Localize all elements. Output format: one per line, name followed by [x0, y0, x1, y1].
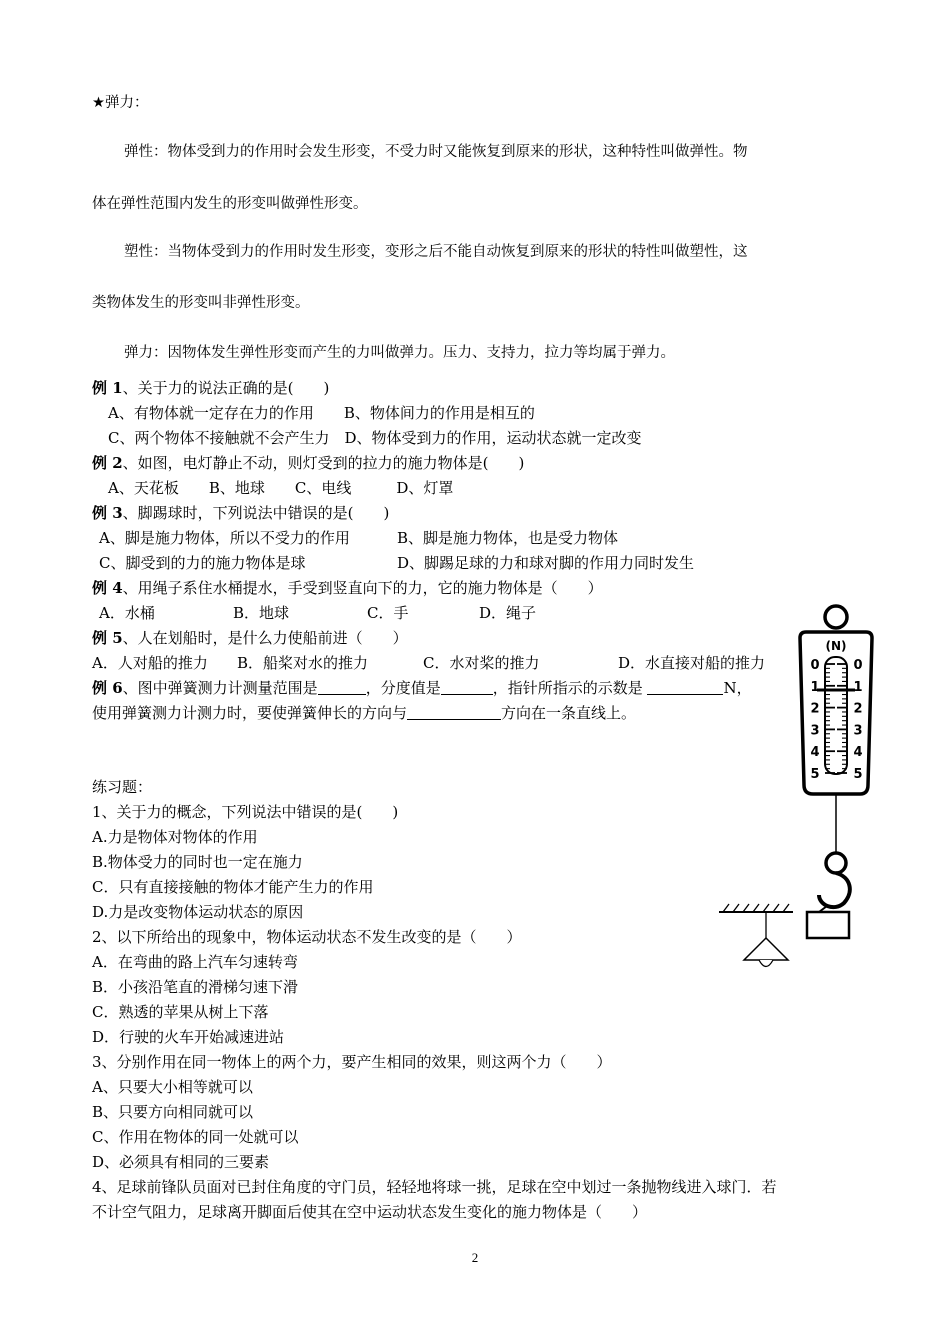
scale-number-left: 2	[810, 701, 820, 717]
question-3-option-a: A、只要大小相等就可以	[92, 1078, 253, 1096]
lamp-shade	[744, 938, 788, 960]
example-1-options-row1: A、有物体就一定存在力的作用 B、物体间力的作用是相互的	[108, 404, 535, 422]
top-ring	[825, 606, 847, 628]
example-1-stem	[92, 378, 329, 398]
question-1-stem: 1、关于力的概念，下列说法中错误的是( )	[92, 803, 399, 821]
question-2-stem: 2、以下所给出的现象中，物体运动状态不发生改变的是（ ）	[92, 928, 522, 946]
hook	[819, 873, 850, 907]
example-text: ，分度值是	[365, 679, 441, 697]
example-3-option-a: A、脚是施力物体，所以不受力的作用	[99, 529, 350, 547]
elastic-force-definition: 弹力：因物体发生弹性形变而产生的力叫做弹力。压力、支持力，拉力等均属于弹力。	[124, 345, 675, 361]
page-number: 2	[471, 1250, 479, 1265]
unit-label: (N)	[825, 639, 847, 653]
example-text: 方向在一条直线上。	[501, 704, 637, 722]
example-label: 例 5	[92, 629, 123, 647]
example-text: 、图中弹簧测力计测量范围是	[122, 679, 318, 697]
example-label: 例 1	[92, 379, 123, 397]
example-3-option-d: D、脚踢足球的力和球对脚的作用力同时发生	[397, 554, 695, 572]
example-label: 例 3	[92, 504, 123, 522]
example-4-option-c: C．手	[367, 604, 409, 622]
example-text: ，指针所指示的示数是	[492, 679, 648, 697]
example-3-option-b: B、脚是施力物体，也是受力物体	[397, 529, 619, 547]
example-6-line2	[92, 703, 636, 723]
plasticity-definition-cont: 类物体发生的形变叫非弹性形变。	[92, 295, 310, 311]
example-1-options-row2: C、两个物体不接触就不会产生力 D、物体受到力的作用，运动状态就一定改变	[108, 429, 642, 447]
example-5-option-d: D．水直接对船的推力	[618, 654, 766, 672]
question-3-stem: 3、分别作用在同一物体上的两个力，要产生相同的效果，则这两个力（ ）	[92, 1053, 612, 1071]
scale-number-right: 5	[853, 767, 863, 782]
question-2-option-b: B．小孩沿笔直的滑梯匀速下滑	[92, 978, 299, 996]
example-text: 、用绳子系住水桶提水，手受到竖直向下的力，它的施力物体是（ ）	[122, 579, 603, 597]
question-1-option-d: D.力是改变物体运动状态的原因	[92, 903, 304, 921]
example-text: 、如图，电灯静止不动，则灯受到的拉力的施力物体是( )	[122, 454, 525, 472]
question-1-option-c: C．只有直接接触的物体才能产生力的作用	[92, 878, 374, 896]
example-4-stem	[92, 578, 603, 598]
elasticity-definition: 弹性：物体受到力的作用时会发生形变，不受力时又能恢复到原来的形状，这种特性叫做弹性。物	[124, 144, 748, 160]
weight-block	[807, 912, 849, 938]
scale-number-right: 3	[853, 723, 863, 739]
example-label: 例 2	[92, 454, 123, 472]
answer-blank-division[interactable]	[441, 678, 493, 695]
scale-number-right: 1	[853, 679, 863, 695]
example-4-option-b: B．地球	[233, 604, 290, 622]
answer-blank-range[interactable]	[318, 678, 366, 695]
example-4-option-d: D．绳子	[479, 604, 537, 622]
example-3-stem	[92, 503, 389, 523]
scale-number-right: 2	[853, 701, 863, 717]
example-text: 使用弹簧测力计测力时，要使弹簧伸长的方向与	[92, 704, 408, 722]
question-2-option-c: C．熟透的苹果从树上下落	[92, 1003, 269, 1021]
inner-slot	[825, 657, 847, 774]
question-2-option-a: A．在弯曲的路上汽车匀速转弯	[92, 953, 298, 971]
question-3-option-b: B、只要方向相同就可以	[92, 1103, 254, 1121]
example-2-stem	[92, 453, 524, 473]
example-5-stem	[92, 628, 408, 648]
example-4-option-a: A．水桶	[99, 604, 155, 622]
example-5-option-b: B．船桨对水的推力	[237, 654, 369, 672]
example-label: 例 6	[92, 679, 123, 697]
elasticity-definition-cont: 体在弹性范围内发生的形变叫做弹性形变。	[92, 196, 368, 212]
example-3-option-c: C、脚受到的力的施力物体是球	[99, 554, 306, 572]
spring-scale-figure	[713, 602, 913, 977]
practice-heading: 练习题：	[92, 778, 153, 796]
scale-number-left: 1	[810, 679, 820, 695]
section-heading: ★弹力：	[92, 95, 149, 111]
scale-number-left: 0	[810, 658, 820, 673]
lamp-bulb	[759, 960, 773, 967]
question-3-option-c: C、作用在物体的同一处就可以	[92, 1128, 299, 1146]
scale-number-right: 4	[853, 745, 863, 761]
example-text: 、关于力的说法正确的是( )	[122, 379, 330, 397]
example-text: 、人在划船时，是什么力使船前进（ ）	[122, 629, 408, 647]
ceiling-hatch	[723, 904, 789, 912]
question-4-line2: 不计空气阻力，足球离开脚面后使其在空中运动状态发生变化的施力物体是（ ）	[92, 1203, 648, 1221]
example-2-options: A、天花板 B、地球 C、电线 D、灯罩	[108, 479, 454, 497]
scale-number-left: 4	[810, 745, 820, 761]
scale-number-left: 5	[810, 767, 820, 782]
question-2-option-d: D．行驶的火车开始减速进站	[92, 1028, 285, 1046]
bottom-ring	[826, 853, 846, 873]
question-4-line1: 4、足球前锋队员面对已封住角度的守门员，轻轻地将球一挑，足球在空中划过一条抛物线进入球门．若	[92, 1178, 777, 1196]
question-3-option-d: D、必须具有相同的三要素	[92, 1153, 270, 1171]
scale-number-left: 3	[810, 723, 820, 739]
example-5-option-a: A．人对船的推力	[92, 654, 208, 672]
example-text: 、脚踢球时，下列说法中错误的是( )	[122, 504, 390, 522]
example-5-option-c: C．水对桨的推力	[423, 654, 540, 672]
example-label: 例 4	[92, 579, 123, 597]
scale-number-right: 0	[853, 658, 863, 673]
example-text: N，	[723, 679, 752, 697]
answer-blank-direction[interactable]	[407, 703, 501, 720]
plasticity-definition: 塑性：当物体受到力的作用时发生形变，变形之后不能自动恢复到原来的形状的特性叫做塑性，这	[124, 244, 748, 260]
question-1-option-a: A.力是物体对物体的作用	[92, 828, 258, 846]
question-1-option-b: B.物体受力的同时也一定在施力	[92, 853, 303, 871]
example-6-line1	[92, 678, 752, 698]
